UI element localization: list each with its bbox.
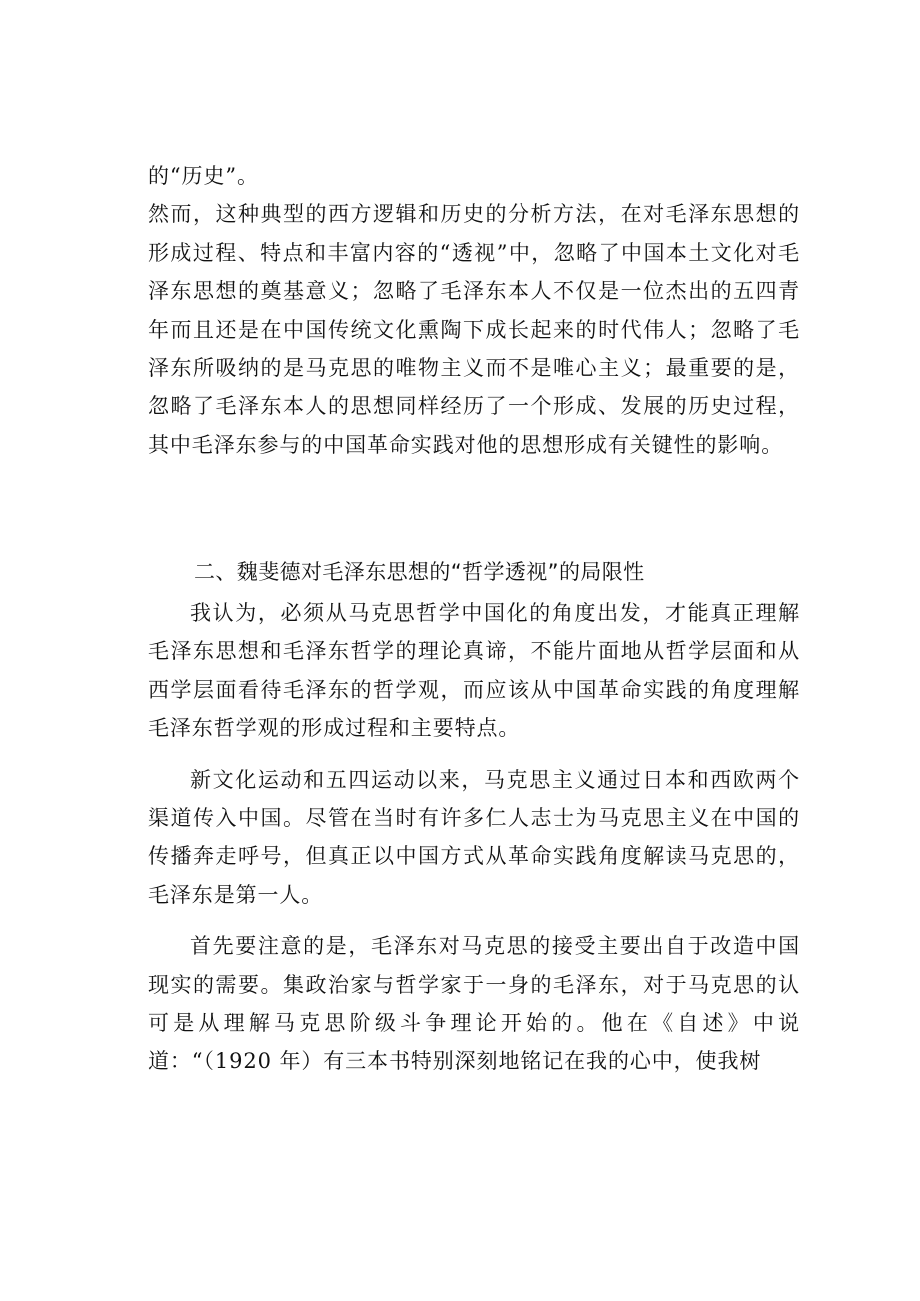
paragraph-continuation: 的“历史”。 — [148, 164, 259, 188]
paragraph-critique: 然而，这种典型的西方逻辑和历史的分析方法，在对毛泽东思想的形成过程、特点和丰富内容的“透视”中，忽略了中国本土文化对毛泽东思想的奠基意义；忽略了毛泽东本人不仅是一位杰出的五四青年而且还是在中国传统文化熏陶下成长起来的时代伟人；忽略了毛泽东所吸纳的是马克思的唯物主义而不是唯心主义；最重要的是，忽略了毛泽东本人的思想同样经历了一个形成、发展的历史过程，其中毛泽东参与的中国革命实践对他的思想形成有关键性的影响。 — [148, 202, 800, 457]
paragraph-author-view: 我认为，必须从马克思哲学中国化的角度出发，才能真正理解毛泽东思想和毛泽东哲学的理论真谛，不能片面地从哲学层面和从西学层面看待毛泽东的哲学观，而应该从中国革命实践的角度理解毛泽东哲学观的形成过程和主要特点。 — [148, 601, 800, 741]
paragraph-introduction-history: 新文化运动和五四运动以来，马克思主义通过日本和西欧两个渠道传入中国。尽管在当时有许多仁人志士为马克思主义在中国的传播奔走呼号，但真正以中国方式从革命实践角度解读马克思的，毛泽东是第一人。 — [148, 767, 800, 907]
text-section-top — [148, 157, 800, 464]
text-section-bottom — [148, 594, 800, 1081]
paragraph-reception: 首先要注意的是，毛泽东对马克思的接受主要出自于改造中国现实的需要。集政治家与哲学家于一身的毛泽东，对于马克思的认可是从理解马克思阶级斗争理论开始的。他在《自述》中说道：“（1920 年）有三本书特别深刻地铭记在我的心中，使我树 — [148, 934, 800, 1074]
section-heading: 二、魏斐德对毛泽东思想的“哲学透视”的局限性 — [194, 560, 645, 584]
